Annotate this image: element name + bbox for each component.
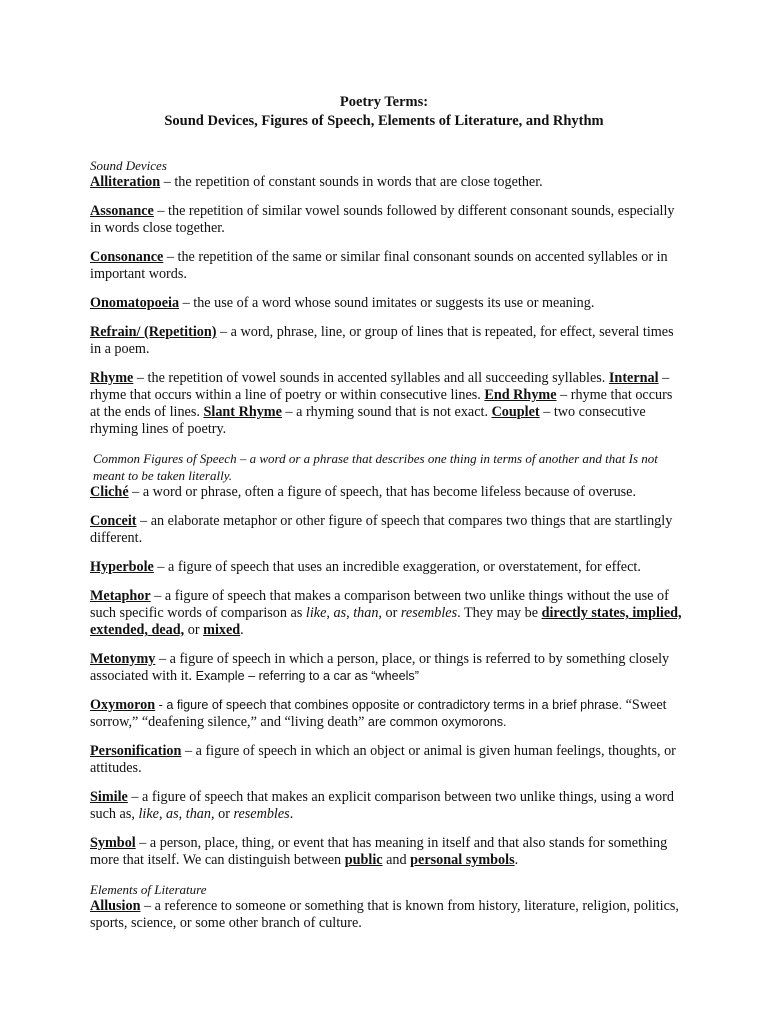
metonymy-example: Example – referring to a car as “wheels” [195, 669, 419, 683]
entry-allusion [90, 898, 682, 932]
definition: – a figure of speech in which a person, place, or things is referred to by something closely associated with it. [90, 651, 670, 684]
punctuation: . [289, 806, 294, 822]
simile-word-like: like [138, 806, 159, 822]
definition: – rhyme that occurs at the ends of lines. [90, 387, 673, 420]
document-body [90, 157, 682, 944]
entry-assonance [90, 203, 682, 237]
connector: or [184, 622, 204, 638]
term-consonance: Consonance [90, 249, 164, 265]
entry-metonymy [90, 651, 682, 685]
entry-hyperbole [90, 559, 682, 576]
entry-oxymoron [90, 697, 682, 731]
entry-consonance [90, 249, 682, 283]
definition: – a figure of speech in which an object or animal is given human feelings, thoughts, or attitudes. [90, 743, 676, 776]
title-line-1: Poetry Terms: [339, 94, 429, 110]
term-conceit: Conceit [90, 513, 137, 529]
separator: , [178, 806, 186, 822]
entry-symbol [90, 835, 682, 869]
definition: – a reference to someone or something that is known from history, literature, religion, politics, sports, science, or some other branch of culture. [90, 898, 679, 931]
definition: – a figure of speech that makes a comparison between two unlike things without the use of such specific words of comparison as [90, 588, 669, 621]
connector: or [381, 605, 401, 621]
term-personification: Personification [90, 743, 182, 759]
definition: – a rhyming sound that is not exact. [281, 404, 492, 420]
term-oxymoron: Oxymoron [90, 697, 156, 713]
simile-word-resembles: resembles [233, 806, 290, 822]
punctuation: . [240, 622, 244, 638]
entry-simile [90, 789, 682, 823]
metaphor-kind-mixed: mixed [203, 622, 241, 638]
entry-personification [90, 743, 682, 777]
definition: – the use of a word whose sound imitates or suggests its use or meaning. [179, 295, 595, 311]
comparison-words: like, as, than, [305, 605, 382, 621]
definition: - a figure of speech that combines opposite or contradictory terms in a brief phrase. [155, 698, 623, 712]
definition: – a word, phrase, line, or group of lines that is repeated, for effect, several times in a poem. [90, 324, 674, 357]
term-end-rhyme: End Rhyme [484, 387, 557, 403]
term-slant-rhyme: Slant Rhyme [203, 404, 282, 420]
oxymoron-examples: “Sweet sorrow,” “deafening silence,” and “living death” [90, 697, 667, 730]
definition-end: are common oxymorons. [364, 715, 507, 729]
definition: – the repetition of constant sounds in words that are close together. [160, 174, 543, 190]
definition: – rhyme that occurs within a line of poetry or within consecutive lines. [90, 370, 670, 403]
metaphor-kinds: directly states, implied, extended, dead, [90, 605, 682, 638]
term-internal-rhyme: Internal [608, 370, 659, 386]
term-simile: Simile [90, 789, 128, 805]
definition: – an elaborate metaphor or other figure of speech that compares two things that are startlingly different. [90, 513, 673, 546]
symbol-type-personal: personal symbols [410, 852, 515, 868]
entry-conceit [90, 513, 682, 547]
entry-metaphor [90, 588, 682, 639]
term-cliche: Cliché [90, 484, 129, 500]
term-metonymy: Metonymy [90, 651, 156, 667]
section-heading-sound-devices: Sound Devices [90, 158, 167, 173]
punctuation: . [514, 852, 519, 868]
symbol-type-public: public [344, 852, 383, 868]
comparison-word-resembles: resembles [400, 605, 458, 621]
document-title [0, 93, 768, 131]
simile-word-than: than [185, 806, 211, 822]
connector: and [382, 852, 411, 868]
term-rhyme: Rhyme [90, 370, 134, 386]
definition: – a figure of speech that uses an incredible exaggeration, or overstatement, for effect. [153, 559, 641, 575]
title-line-2: Sound Devices, Figures of Speech, Elements of Literature, and Rhythm [164, 113, 604, 129]
section-heading-figures-of-speech: Common Figures of Speech – a word or a phrase that describes one thing in terms of another and that Is not meant to be taken literally. [93, 451, 658, 483]
definition: – a person, place, thing, or event that has meaning in itself and that also stands for something more that itself. We can distinguish between [90, 835, 668, 868]
simile-word-as: as [166, 806, 179, 822]
definition: – the repetition of vowel sounds in accented syllables and all succeeding syllables. [133, 370, 609, 386]
definition: – the repetition of the same or similar final consonant sounds on accented syllables or in important words. [90, 249, 668, 282]
term-symbol: Symbol [90, 835, 136, 851]
section-heading-elements-of-literature: Elements of Literature [90, 882, 207, 897]
term-hyperbole: Hyperbole [90, 559, 154, 575]
definition: – a word or phrase, often a figure of speech, that has become lifeless because of overuse. [128, 484, 637, 500]
definition: – two consecutive rhyming lines of poetry. [90, 404, 646, 437]
term-assonance: Assonance [90, 203, 154, 219]
definition: . They may be [457, 605, 542, 621]
term-allusion: Allusion [90, 898, 141, 914]
entry-onomatopoeia [90, 295, 682, 312]
term-onomatopoeia: Onomatopoeia [90, 295, 180, 311]
entry-refrain [90, 324, 682, 358]
separator: , or [211, 806, 234, 822]
term-alliteration: Alliteration [90, 174, 161, 190]
definition: – the repetition of similar vowel sounds followed by different consonant sounds, especially in words close together. [90, 203, 675, 236]
entry-alliteration [90, 174, 682, 191]
separator: , [158, 806, 167, 822]
entry-rhyme [90, 370, 682, 438]
term-refrain: Refrain/ (Repetition) [90, 324, 217, 340]
definition: – a figure of speech that makes an explicit comparison between two unlike things, using a word such as, [90, 789, 674, 822]
term-couplet: Couplet [491, 404, 540, 420]
entry-cliche [90, 484, 682, 501]
term-metaphor: Metaphor [90, 588, 151, 604]
